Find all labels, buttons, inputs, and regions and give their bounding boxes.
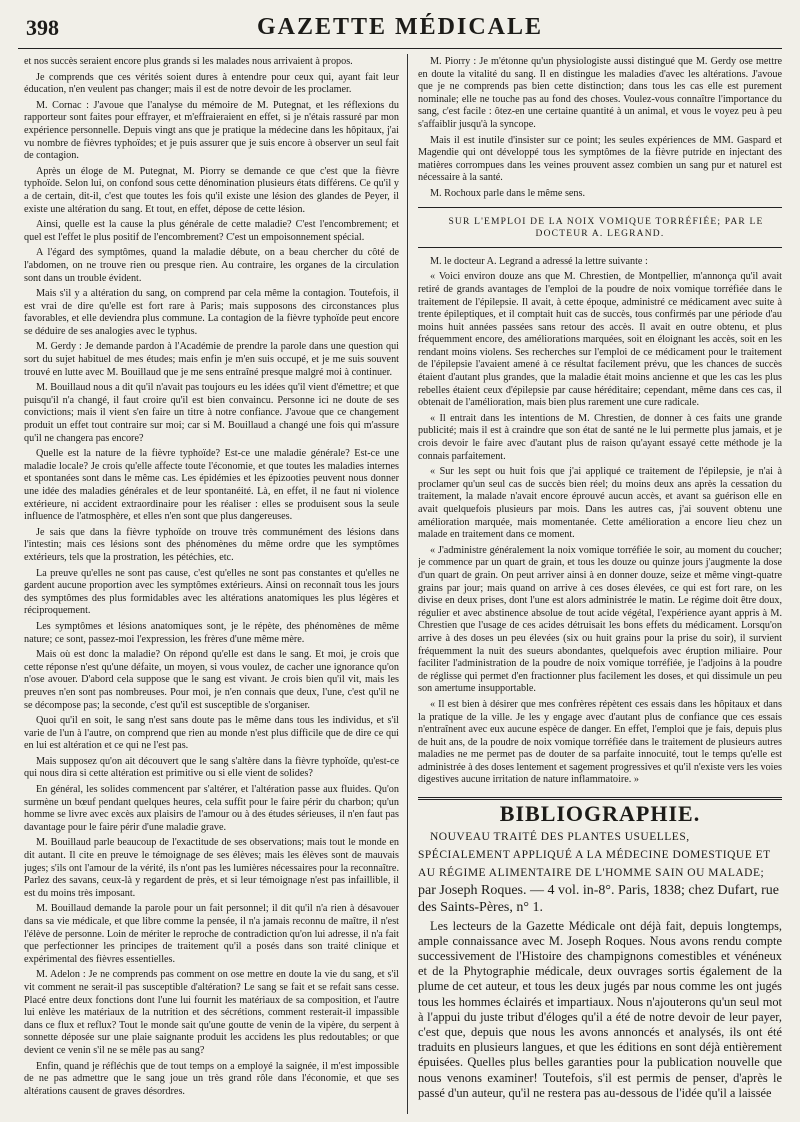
paragraph: « Il entrait dans les intentions de M. Chrestien, de donner à ces faits une grande publicité; mais il est à craindre que son état de santé ne le lui permette plus jamais, et je crois devoir le faire avec d'autant plus de raison qu'ayant essayé cette méthode je la connais parfaitement. [418, 412, 782, 462]
right-column [418, 56, 782, 1116]
paragraph: « Il est bien à désirer que mes confrères répètent ces essais dans les hôpitaux et dans la pratique de la ville. Je les y engage avec d'autant plus de confiance que ces essais n'entraînent avec eux aucune espèce de danger. En effet, l'emploi que je fais, depuis plus de huit ans, de la poudre de noix vomique torréfiée dans le traitement de plusieurs autres maladies ne me permet pas de douter de sa parfaite innocuité, tout le temps qu'elle est administrée à des doses lentement et sagement progressives et qu'il n'existe vers les voies digestives aucune irritation de nature inflammatoire. » [418, 698, 782, 786]
book-title-rest: par Joseph Roques. — 4 vol. in-8°. Paris, 1838; chez Dufart, rue des Saints-Pères, n° 1. [418, 882, 779, 915]
section-rule [418, 207, 782, 208]
paragraph: Mais il est inutile d'insister sur ce point; les seules expériences de MM. Gaspard et Magendie qui ont développé tous les symptômes de la fièvre putride en injectant des matières corrompues dans les veines prouvent assez combien un sang pur et naturel est nécessaire à la santé. [418, 134, 782, 184]
paragraph: M. Adelon : Je ne comprends pas comment on ose mettre en doute la vie du sang, et s'il vit comment ne serait-il pas susceptible d'altération? Le sang se fait et se refait sans cesse. Placé entre deux fonctions dont l'une lui fournit les matériaux de sa composition, et l'autre lui enlève les matériaux de la nutrition et des sécrétions, comment resterait-il impassible dans ce flux et reflux? Tout le monde sait qu'une goutte de venin de la vipère, du serpent à sonnette déposée sur une plaie saignante produit les accidens les plus redoutables; or que devient ce venin s'il ne se mêle pas au sang? [24, 969, 399, 1056]
paragraph: M. Gerdy : Je demande pardon à l'Académie de prendre la parole dans une question qui sort du sujet habituel de mes études; mais enfin je m'en suis occupé, et je me suis souvent trouvé en lutte avec M. Bouillaud que je me sens entraîné presque malgré moi à continuer. [24, 341, 399, 378]
paragraph: Quoi qu'il en soit, le sang n'est sans doute pas le même dans tous les individus, et s'il varie de l'un à l'autre, on comprend que rien au monde n'est plus difficile que de dire ce qui en lui est altération et ce qui ne l'est pas. [24, 715, 399, 752]
paragraph: M. Bouillaud nous a dit qu'il n'avait pas toujours eu les idées qu'il vient d'émettre; et que puisqu'il n'a changé, il faut croire qu'il est bien convaincu. Personne ici ne doute de ses convictions; mais il vient s'en faire un titre à notre confiance. J'avoue que ce changement produit un effet tout contraire sur moi; car si M. Bouillaud a changé une fois qui m'assure qu'il ne changera pas encore? [24, 382, 399, 444]
paragraph: Je sais que dans la fièvre typhoïde on trouve très communément des lésions dans l'intestin; mais ces lésions sont des phénomènes du même ordre que les symptômes extérieurs, tels que la prostration, les pétéchies, etc. [24, 526, 399, 563]
paragraph: Mais supposez qu'on ait découvert que le sang s'altère dans la fièvre typhoïde, qu'est-ce qui nous dira si cette altération est primitive ou si elle vient de solides? [24, 755, 399, 780]
left-column [24, 56, 399, 1116]
section-rule [418, 247, 782, 248]
paragraph: M. Cornac : J'avoue que l'analyse du mémoire de M. Putegnat, et les réflexions du rapporteur sont faites pour effrayer, et m'effraieraient en effet, si je n'étais rassuré par mon expérience personnelle. Depuis vingt ans que je pratique la médecine dans les hôpitaux, j'ai vu nombre de fièvres typhoïdes; et je puis assurer que je suis encore à observer un seul fait de contagion. [24, 99, 399, 162]
paragraph: M. Bouillaud demande la parole pour un fait personnel; il dit qu'il n'a rien à désavouer dans sa vie médicale, et que libre comme la pensée, il n'a jamais reconnu de maître, il n'est l'élève de personne. Loin de mériter le reproche de contradiction qu'on lui adresse, il n'a fait que perfectionner les principes de traitement qu'il a posés dans son traité clinique et expérimental des fièvres essentielles. [24, 903, 399, 965]
paragraph: Je comprends que ces vérités soient dures à entendre pour ceux qui, ayant fait leur éducation, n'en veulent pas changer; mais il est de notre devoir de les proclamer. [24, 71, 399, 96]
paragraph: La preuve qu'elles ne sont pas cause, c'est qu'elles ne sont pas constantes et qu'elles ne gardent aucune proportion avec les symptômes extérieurs. Ainsi on reconnaît tous les jours des symptômes des plus formidables avec les altérations anatomiques les plus légères et réciproquement. [24, 567, 399, 617]
page-header [18, 8, 782, 49]
column-divider [407, 54, 408, 1114]
paragraph: M. Rochoux parle dans le même sens. [430, 187, 586, 199]
bibliography-heading-wrap [418, 801, 782, 827]
masthead-title: GAZETTE MÉDICALE [256, 14, 544, 40]
paragraph: « Voici environ douze ans que M. Chrestien, de Montpellier, m'annonça qu'il avait retiré de grands avantages de l'emploi de la poudre de noix vomique torréfiée dans le traitement de l'épilepsie. Il avait, à cette époque, administré ce médicament avec suite à trente épileptiques, et il comptait huit cas de succès, tous confirmés par une période d'au moins huit années passées sans retour des accès. Il avait en outre obtenu, et plus fréquemment encore, des améliorations marquées, soit en éloignant les accès, soit en les rendant moins violens. Ses recherches sur l'emploi de ce médicament pour le traitement de l'épilepsie l'avaient amené à ce résultat facilement prévu, que les chances de succès étaient d'autant plus grandes, que la maladie était moins ancienne et que les cas les plus rebelles étaient ceux d'épilepsie par cause héréditaire; cependant, même dans ces cas, il obtenait de l'amélioration, mais bien plus rarement une cure radicale. [418, 271, 782, 409]
paragraph: Quelle est la nature de la fièvre typhoïde? Est-ce une maladie générale? Est-ce une maladie locale? Je crois qu'elle affecte toute l'économie, et que toutes les maladies internes et spontanées sont dans le même cas. Les épidémies et les épizooties peuvent nous donner une idée des maladies générales et de leur spontanéité. Là, en effet, il ne faut ni violence extérieure, ni accident extraordinaire pour les réaliser : elles se produisent sous la seule influence de l'atmosphère, et elles n'en sont que plus dangereuses. [24, 448, 399, 523]
article-title: SUR L'EMPLOI DE LA NOIX VOMIQUE TORRÉFIÉE; PAR LE DOCTEUR A. LEGRAND. [448, 216, 764, 240]
paragraph: Enfin, quand je réfléchis que de tout temps on a employé la saignée, il m'est impossible de ne pas admettre que le sang joue un très grand rôle dans l'économie, et que ses altérations causent de graves désordres. [24, 1060, 399, 1097]
book-title [418, 828, 782, 916]
book-title-caps: NOUVEAU TRAITÉ DES PLANTES USUELLES, SPÉCIALEMENT APPLIQUÉ A LA MÉDECINE DOMESTIQUE ET AU RÉGIME ALIMENTAIRE DE L'HOMME SAIN OU MALADE; [418, 830, 771, 879]
paragraph: M. le docteur A. Legrand a adressé la lettre suivante : [430, 255, 648, 267]
paragraph: « Sur les sept ou huit fois que j'ai appliqué ce traitement de l'épilepsie, je n'ai à proclamer qu'un seul cas de succès bien réel; du moins deux ans après la cessation du traitement, la malade n'avait encore éprouvé aucun accès, et avant sa guérison elle en avait quelquefois plusieurs par mois. Dans les autres cas, j'ai souvent obtenu une amélioration marquée, mais momentanée. Cette amélioration a encore lieu chez un malade en traitement dans ce moment. [418, 466, 782, 541]
paragraph: A l'égard des symptômes, quand la maladie débute, on a beau chercher du côté de l'abdomen, on ne trouve rien ou presque rien. Au contraire, les organes de la circulation sont dans un trouble évident. [24, 247, 399, 284]
paragraph: En général, les solides commencent par s'altérer, et l'altération passe aux fluides. Qu'on surmène un bœuf pendant quelques heures, cela suffit pour le faire périr du charbon; qu'un homme se livre avec excès aux plaisirs de l'amour ou à des études sérieuses, il n'en faut pas davantage pour le faire périr d'une maladie grave. [24, 784, 399, 833]
paragraph: M. Piorry : Je m'étonne qu'un physiologiste aussi distingué que M. Gerdy ose mettre en doute la vitalité du sang. Il en distingue les maladies d'avec les altérations. J'avoue que je ne comprends pas bien cette distinction; dans tous les cas elle est purement nominale; elle ne touche pas au fond des choses. Voulez-vous connaître l'importance du sang, c'est facile : ôtez-en une certaine quantité à un animal, et vous le voyez peu à peu s'affaiblir jusqu'à la syncope. [418, 56, 782, 130]
bibliography-heading: BIBLIOGRAPHIE. [499, 801, 701, 827]
paragraph: Ainsi, quelle est la cause la plus générale de cette maladie? C'est l'encombrement; et quel est l'effet le plus positif de l'encombrement? C'est un empoisonnement spécial. [24, 219, 399, 243]
paragraph: Après un éloge de M. Putegnat, M. Piorry se demande ce que c'est que la fièvre typhoïde. Selon lui, on confond sous cette dénomination plusieurs états différens. Ce qu'il y a de certain, dit-il, c'est que toutes les fois qu'il existe une lésion des glandes de Peyer, il existe une altération du sang. Et tout, en effet, dépose de cette lésion. [24, 165, 399, 215]
review-paragraph: Les lecteurs de la Gazette Médicale ont déjà fait, depuis longtemps, ample connaissance avec M. Joseph Roques. Nous avons rendu compte successivement de l'Histoire des champignons comestibles et vénéneux et de la Phytographie médicale, deux ouvrages sortis également de la plume de cet auteur, et tous les deux jugés par nous comme les ont jugés tous les hommes éclairés et impartiaux. Nous n'ajouterons qu'un seul mot à l'appui du juste tribut d'éloges qu'il a été de notre devoir de leur payer, c'est que, depuis que nous les avons annoncés et analysés, ils ont été traduits en plusieurs langues, et que les éditions en sont déjà entièrement épuisées. Quelles plus belles garanties pour la publication nouvelle que nous venons examiner! Toutefois, s'il est permis de penser, d'après le passé d'un auteur, qu'il ne restera pas au-dessous de l'idée qu'il a laissée [418, 918, 782, 1100]
paragraph: « J'administre généralement la noix vomique torréfiée le soir, au moment du coucher; je commence par un quart de grain, et tous les douze ou quinze jours j'augmente la dose d'un quart de grain. On peut arriver ainsi à en donner douze, seize et même vingt-quatre grains par jour; mais quand on arrive à ces doses élevées, ce qui est fort rare, on les divise en deux prises, dont l'une est alors administrée le matin. Le régime doit être doux, régulier et avec abstinence absolue de tout acide végétal, l'expérience ayant appris à M. Chrestien que l'usage de ces acides détruisait les bons effets du médicament. Lorsqu'on arrive à des doses un peu élevées (six ou huit grains pour la prise du soir), il survient fréquemment la nuit des sueurs abondantes, quelquefois avec éruption miliaire. Pour faciliter l'administration de la poudre de noix vomique torréfiée, je l'adjoins à la poudre de réglisse qui permet d'en fractionner plus facilement les doses, et qui dissimule un peu son amertume insupportable. [418, 544, 782, 695]
page-number: 398 [26, 15, 59, 40]
section-rule [418, 797, 782, 800]
paragraph: Mais où est donc la maladie? On répond qu'elle est dans le sang. Et moi, je crois que cette réponse n'est qu'une défaite, un moyen, si vous voulez, de cacher une ignorance qu'on n'ose avouer. D'abord cela suppose que le sang est vivant. Je crois bien qu'il vit, mais les preuves n'en sont pas nombreuses. Pour moi, je n'en connais que deux, l'une, c'est qu'il ne se décompose pas; la seconde, c'est qu'il est susceptible de s'organiser. [24, 649, 399, 711]
paragraph: et nos succès seraient encore plus grands si les malades nous arrivaient à propos. [24, 56, 353, 67]
paragraph: Mais s'il y a altération du sang, on comprend par cela même la contagion. Toutefois, il est vrai de dire qu'elle est fort rare à Paris; mais supposons des circonstances plus favorables, et elle deviendra plus commune. La contagion de la fièvre typhoïde peut encore se déduire de ses analogies avec le typhus. [24, 288, 399, 337]
paragraph: Les symptômes et lésions anatomiques sont, je le répète, des phénomènes de même nature; ce sont, passez-moi l'expression, les frères d'une même mère. [24, 620, 399, 645]
paragraph: M. Bouillaud parle beaucoup de l'exactitude de ses observations; mais tout le monde en dit autant. Il cite en preuve le témoignage de ses élèves; mais les élèves sont de mauvais juges; s'ils ont l'amour de la vérité, ils n'ont pas les lumières nécessaires pour la reconnaître. Parlez des savans, ceux-là y regardent de près, et si leur témoignage n'est pas infaillible, il est du moins très imposant. [24, 837, 399, 899]
